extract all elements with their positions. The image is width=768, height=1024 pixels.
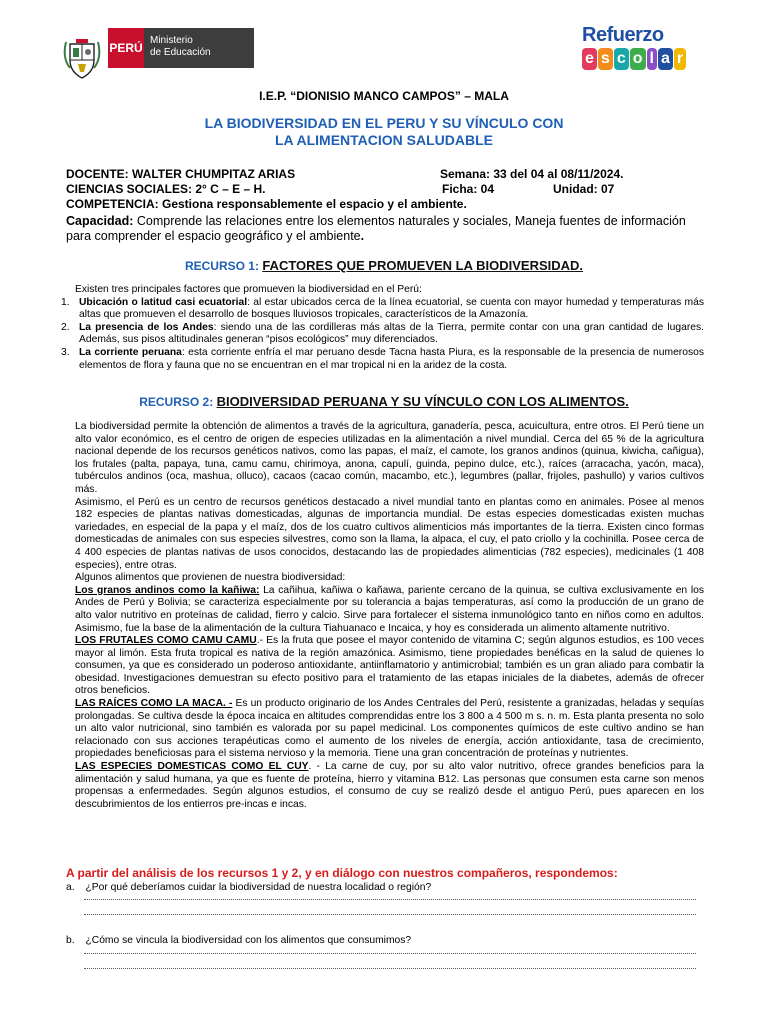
peru-coat-of-arms-icon: [62, 38, 102, 80]
factor-title: La presencia de los Andes: [79, 321, 214, 333]
escolar-letter: o: [630, 48, 646, 70]
food-section-maca: [75, 698, 704, 761]
food-heading: LOS FRUTALES COMO CAMU CAMU: [75, 635, 257, 647]
resource2-label: RECURSO 2:: [139, 395, 214, 409]
resource2-heading: [0, 394, 768, 409]
title-line2: LA ALIMENTACION SALUDABLE: [274, 132, 494, 148]
page-header: [0, 0, 768, 90]
factor-title: Ubicación o latitud casi ecuatorial: [79, 296, 248, 308]
factor-title: La corriente peruana: [79, 346, 182, 358]
factor-number: 1.: [61, 296, 70, 308]
escolar-letter: s: [598, 48, 613, 70]
food-text: Es un producto originario de los Andes Centrales del Perú, resistente a granizadas, heladas y sequías prolongadas. Se cultiva desde la época incaica en altitudes comprendidas entre los 3 800 a 4 500 m s. n. m. Esta planta presenta no solo un alto valor nutricional, sino también es valorada por su papel medicinal. Los componentes químicos de este cultivo andino se han relacionado con sus acciones terapéuticas como el aumento de los niveles de energía, acción antioxidante, tasa de crecimiento, propiedades beneficiosas para el sistema nervioso y la memoria. Tiene una gran concentración de proteínas y nutrientes.: [75, 698, 705, 760]
course-grade: CIENCIAS SOCIALES: 2° C – E – H.: [66, 182, 266, 196]
questions-heading: A partir del análisis de los recursos 1 y 2, y en diálogo con nuestros compañeros, respondemos:: [66, 866, 618, 880]
factor-text: : siendo una de las cordilleras más altas de la Tierra, permite contar con una gran cantidad de lugares. Además, sus pisos altitudinales generan “pisos ecológicos” muy diferenciados.: [79, 321, 704, 346]
food-section-camu-camu: [75, 635, 704, 698]
factor-text: : esta corriente enfría el mar peruano desde Tacna hasta Piura, es la responsable de la presencia de numerosos elementos de flora y fauna que no se encuentran en el mar tropical ni en la aridez de la costa.: [79, 346, 704, 371]
resource1-intro: Existen tres principales factores que promueven la biodiversidad en el Perú:: [75, 284, 422, 295]
refuerzo-escolar-logo: [582, 24, 686, 72]
capacity-label: Capacidad:: [66, 214, 134, 228]
capacity: [66, 214, 706, 244]
factor-number: 3.: [61, 346, 70, 358]
escolar-letter: e: [582, 48, 597, 70]
escolar-word: [582, 48, 686, 70]
paragraph-3: Algunos alimentos que provienen de nuestra biodiversidad:: [75, 572, 346, 584]
resource2-body: [75, 421, 704, 811]
factor-item: [61, 347, 704, 372]
answer-line-a2[interactable]: [84, 913, 696, 915]
ministry-line2: de Educación: [150, 47, 211, 58]
teacher-name: DOCENTE: WALTER CHUMPITAZ ARIAS: [66, 167, 296, 181]
question-b-text: ¿Cómo se vincula la biodiversidad con los alimentos que consumimos?: [85, 935, 412, 946]
question-a-text: ¿Por qué deberíamos cuidar la biodiversidad de nuestra localidad o región?: [85, 882, 432, 893]
factor-item: [61, 322, 704, 347]
question-b: [66, 935, 411, 946]
ministry-name: [144, 28, 254, 68]
school-name: I.E.P. “DIONISIO MANCO CAMPOS” – MALA: [259, 89, 509, 103]
capacity-text: Comprende las relaciones entre los elementos naturales y sociales, Maneja fuentes de información para comprender el espacio geográfico y el ambiente: [66, 214, 686, 243]
question-b-label: b.: [66, 935, 75, 946]
refuerzo-word: Refuerzo: [582, 24, 664, 46]
answer-line-b1[interactable]: [84, 952, 696, 954]
food-text: .- Es la fruta que posee el mayor contenido de vitamina C; según algunos estudios, es 100 veces mayor al limón. Esta fruta tropical es nativa de la región amazónica. Asimismo, tiene propiedades benéficas en la salud de quienes lo consumen, ya que es considerado un poderoso antioxidante, antiinflamatorio y antimicrobial; también es un gran aliado para combatir la obesidad. Investigaciones demuestran su efecto positivo para el tratamiento de las etapas iniciales de la diabetes, además de ofrecer otros beneficios.: [75, 635, 704, 697]
ministry-line1: Ministerio: [150, 35, 193, 46]
escolar-letter: l: [647, 48, 657, 70]
answer-line-a1[interactable]: [84, 898, 696, 900]
food-heading: Los granos andinos como la kañiwa:: [75, 584, 260, 596]
factor-item: [61, 297, 704, 322]
food-text: La cañihua, kañiwa o kañawa, pariente cercano de la quinua, se cultiva exclusivamente en los Andes de Perú y Bolivia; se caracteriza especialmente por su tolerancia a bajas temperaturas, así como la producción de un grano de alto valor nutritivo en proteínas de calidad, fierro y calcio. Sirve para fortalecer el sistema inmunológico tanto en niños como en adultos. Asimismo, fue la base de la alimentación de la cultura Tiahuanaco e Incaica, y hoy es considerada un alimento altamente nutritivo.: [75, 584, 704, 634]
resource1-title: FACTORES QUE PROMUEVEN LA BIODIVERSIDAD.: [262, 258, 584, 273]
competence: COMPETENCIA: Gestiona responsablemente el espacio y el ambiente.: [66, 197, 467, 211]
capacity-end: .: [360, 229, 365, 243]
title-line1: LA BIODIVERSIDAD EN EL PERU Y SU VÍNCULO CON: [204, 115, 564, 131]
food-heading: LAS ESPECIES DOMESTICAS COMO EL CUY: [75, 761, 309, 773]
week-range: Semana: 33 del 04 al 08/11/2024.: [440, 167, 624, 181]
answer-line-b2[interactable]: [84, 967, 696, 969]
resource1-label: RECURSO 1:: [184, 259, 259, 273]
factor-number: 2.: [61, 321, 70, 333]
page-title: [0, 115, 768, 149]
unit-number: Unidad: 07: [553, 182, 615, 196]
food-heading: LAS RAÍCES COMO LA MACA. -: [75, 698, 233, 710]
factor-text: : al estar ubicados cerca de la línea ecuatorial, se cuenta con mayor humedad y temperaturas más altas que promueven el desarrollo de bosques lluviosos tropicales, característicos de la Amazonía.: [79, 296, 704, 321]
worksheet-number: Ficha: 04: [442, 182, 495, 196]
food-section-cuy: [75, 761, 704, 811]
resource1-body: [61, 284, 704, 372]
escolar-letter: a: [658, 48, 673, 70]
escolar-letter: r: [674, 48, 686, 70]
ministry-logo: [108, 28, 254, 68]
food-section-kaniwa: [75, 585, 704, 635]
escolar-letter: c: [614, 48, 629, 70]
question-a-label: a.: [66, 882, 75, 893]
peru-label: PERÚ: [108, 28, 144, 68]
question-a: [66, 882, 431, 893]
resource2-title: BIODIVERSIDAD PERUANA Y SU VÍNCULO CON LOS ALIMENTOS.: [216, 394, 629, 409]
paragraph-2: Asimismo, el Perú es un centro de recursos genéticos destacado a nivel mundial tanto en plantas como en animales. Posee al menos 182 especies de plantas nativas domesticadas, algunas de importancia mundial. De estas especies domesticadas existen muchas variedades, en especial de la papa y el maíz, dos de los cuatro cultivos alimenticios más importantes de la tierra. Existen cinco formas domesticadas de animales con sus especies silvestres, como son la llama, la alpaca, el cuy, el pato criollo y la cochinilla. Posee cerca de 4 400 especies de plantas nativas de usos conocidos, destacando las de propiedades alimenticias (782 especies), medicinales (1 408 especies), entre otras.: [75, 496, 704, 571]
resource1-heading: [0, 258, 768, 273]
paragraph-1: La biodiversidad permite la obtención de alimentos a través de la agricultura, ganadería, pesca, acuicultura, entre otros. El Perú tiene un alto valor económico, es el centro de origen de especies utilizadas en la alimentación a nivel mundial. Cerca del 65 % de la agricultura nacional depende de los recursos genéticos nativos, como las papas, el maíz, el camote, los granos andinos (quinua, kiwicha, cañigua), los frutales (palta, papaya, tuna, camu camu, chirimoya, anona, capulí, guinda, pepino dulce, etc.), raíces (arracacha, yacón, maca), tubérculos andinos (oca, mashua, olluco), cacaos (cacao común, macambo, etc.), legumbres (pallar, frijoles, pashullo) y varios cultivos más.: [75, 421, 704, 495]
food-text: . - La carne de cuy, por su alto valor nutritivo, ofrece grandes beneficios para la alimentación y salud humana, ya que es fuente de proteína, hierro y vitamina B12. Las personas que consumen esta carne son menos propensas a enfermedades. Según algunos estudios, el consumo de cuy se realizó desde el antiguo Perú, pues aparecen en los descubrimientos de los entierros pre-incas e incas.: [75, 761, 704, 810]
